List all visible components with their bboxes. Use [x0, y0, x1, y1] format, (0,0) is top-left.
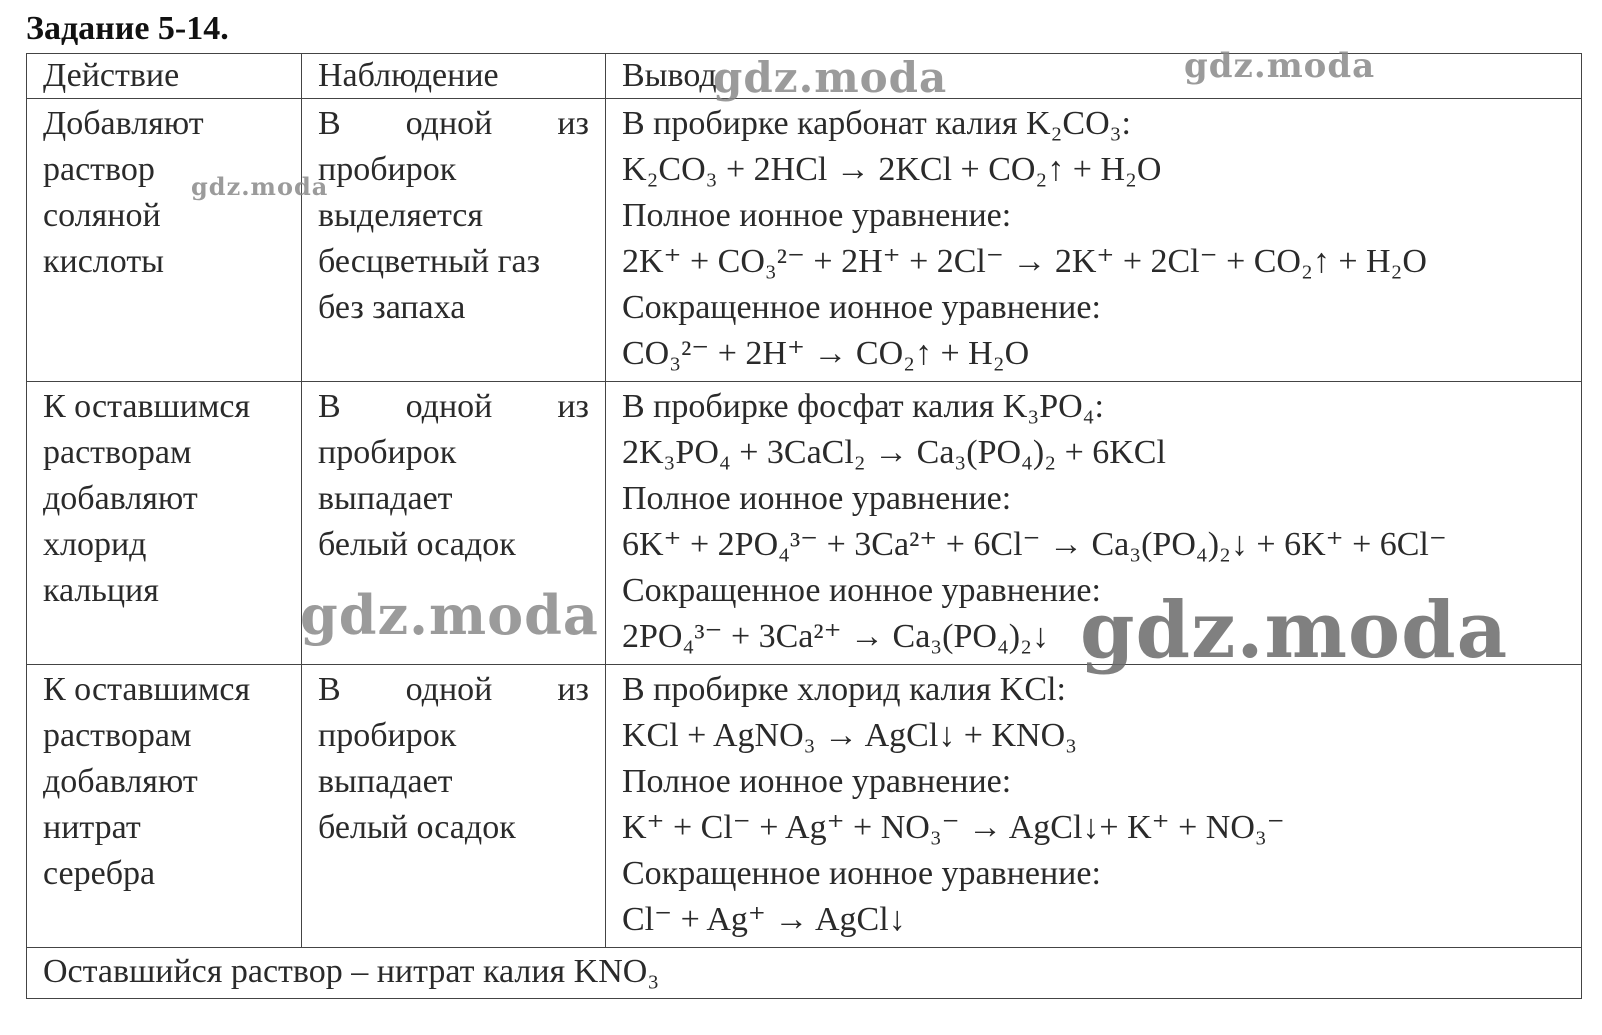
observation-cell — [302, 99, 606, 382]
action-line: кальция — [43, 572, 159, 609]
observation-first-line — [318, 667, 589, 713]
action-line: хлорид — [43, 526, 147, 563]
watermark: gdz.moda — [300, 583, 599, 647]
full-ionic-equation: K⁺ + Cl⁻ + Ag⁺ + NO₃⁻ → AgCl↓+ K⁺ + NO₃⁻ — [622, 809, 1285, 846]
short-ionic-equation: 2PO₄³⁻ + 3Ca²⁺ → Ca₃(PO₄)₂↓ — [622, 618, 1049, 655]
action-line: серебра — [43, 855, 156, 892]
molecular-equation: KCl + AgNO₃ → AgCl↓ + KNO₃ — [622, 717, 1077, 754]
action-line: нитрат — [43, 809, 141, 846]
observation-word: В — [318, 671, 341, 708]
conclusion-line: В пробирке хлорид калия KCl: — [622, 671, 1066, 708]
conclusion-line: Сокращенное ионное уравнение: — [622, 572, 1101, 609]
task-title: Задание 5-14. — [26, 10, 229, 47]
observation-word: из — [557, 105, 589, 142]
full-ionic-equation: 6K⁺ + 2PO₄³⁻ + 3Ca²⁺ + 6Cl⁻ → Ca₃(PO₄)₂↓ + 6K⁺ + 6Cl⁻ — [622, 526, 1447, 563]
final-conclusion: Оставшийся раствор – нитрат калия KNO₃ — [27, 948, 1582, 999]
conclusion-line: Сокращенное ионное уравнение: — [622, 289, 1101, 326]
observation-line: выпадает — [318, 480, 453, 517]
action-line: добавляют — [43, 763, 198, 800]
conclusion-line: Полное ионное уравнение: — [622, 763, 1012, 800]
conclusion-line: Полное ионное уравнение: — [622, 480, 1012, 517]
molecular-equation: 2K₃PO₄ + 3CaCl₂ → Ca₃(PO₄)₂ + 6KCl — [622, 434, 1166, 471]
action-line: растворам — [43, 717, 192, 754]
observation-word: одной — [405, 388, 493, 425]
observation-first-line — [318, 101, 589, 147]
observation-cell — [302, 665, 606, 948]
observation-line: белый осадок — [318, 526, 516, 563]
short-ionic-equation: CO₃²⁻ + 2H⁺ → CO₂↑ + H₂O — [622, 335, 1030, 372]
observation-line: пробирок — [318, 434, 457, 471]
header-observation: Наблюдение — [302, 54, 606, 99]
action-line: Добавляют — [43, 105, 204, 142]
watermark: gdz.moda — [1184, 46, 1376, 86]
observation-word: В — [318, 388, 341, 425]
action-line: К оставшимся — [43, 671, 251, 708]
action-line: раствор — [43, 151, 155, 188]
observation-line: выделяется — [318, 197, 483, 234]
observation-line: выпадает — [318, 763, 453, 800]
observation-word: В — [318, 105, 341, 142]
header-action: Действие — [27, 54, 302, 99]
action-line: добавляют — [43, 480, 198, 517]
action-line: К оставшимся — [43, 388, 251, 425]
conclusion-cell — [606, 665, 1582, 948]
observation-word: одной — [405, 671, 493, 708]
conclusion-line: Полное ионное уравнение: — [622, 197, 1012, 234]
watermark: gdz.moda — [1080, 585, 1509, 676]
action-cell — [27, 382, 302, 665]
conclusion-line: В пробирке карбонат калия K₂CO₃: — [622, 105, 1131, 142]
action-line: кислоты — [43, 243, 165, 280]
observation-word: из — [557, 671, 589, 708]
observation-line: без запаха — [318, 289, 466, 326]
observation-first-line — [318, 384, 589, 430]
conclusion-line: В пробирке фосфат калия K₃PO₄: — [622, 388, 1104, 425]
action-cell — [27, 99, 302, 382]
observation-word: одной — [405, 105, 493, 142]
table-row — [27, 99, 1582, 382]
action-cell — [27, 665, 302, 948]
full-ionic-equation: 2K⁺ + CO₃²⁻ + 2H⁺ + 2Cl⁻ → 2K⁺ + 2Cl⁻ + CO₂↑ + H₂O — [622, 243, 1427, 280]
header-conclusion: Вывод — [606, 54, 1582, 99]
observation-line: пробирок — [318, 717, 457, 754]
observation-line: белый осадок — [318, 809, 516, 846]
conclusion-line: Сокращенное ионное уравнение: — [622, 855, 1101, 892]
final-row — [27, 948, 1582, 999]
watermark: gdz.moda — [191, 172, 329, 201]
molecular-equation: K₂CO₃ + 2HCl → 2KCl + CO₂↑ + H₂O — [622, 151, 1162, 188]
action-line: соляной — [43, 197, 161, 234]
watermark: gdz.moda — [713, 53, 948, 102]
observation-line: бесцветный газ — [318, 243, 541, 280]
action-line: растворам — [43, 434, 192, 471]
short-ionic-equation: Cl⁻ + Ag⁺ → AgCl↓ — [622, 901, 906, 938]
table-row — [27, 665, 1582, 948]
conclusion-cell — [606, 99, 1582, 382]
observation-line: пробирок — [318, 151, 457, 188]
observation-word: из — [557, 388, 589, 425]
